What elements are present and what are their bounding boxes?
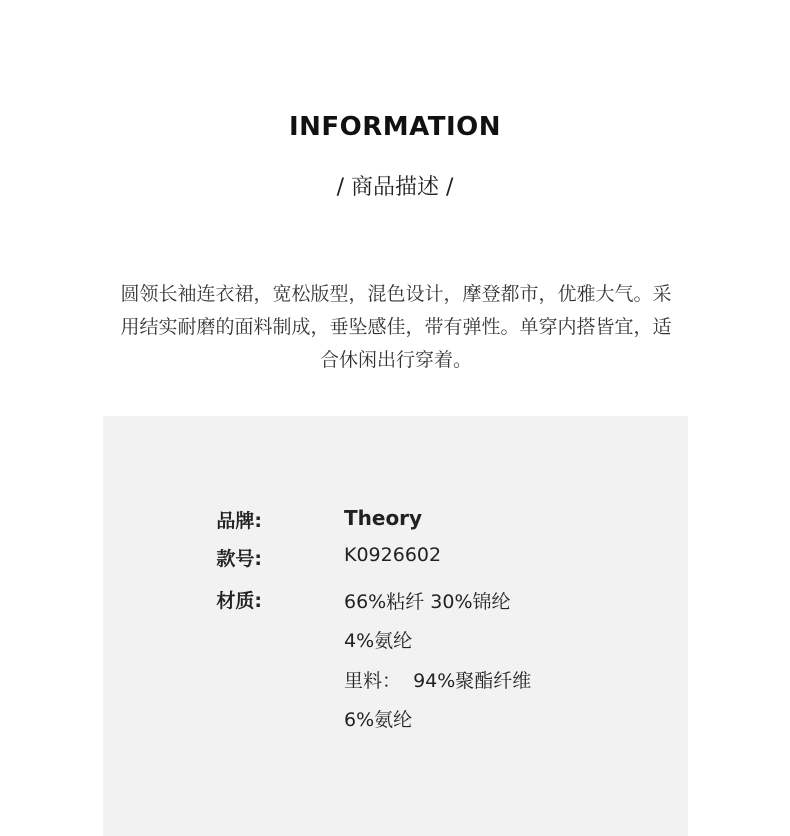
lining-line: 里料： 94%聚酯纤维 (344, 670, 532, 692)
sku-label: 款号: (216, 548, 262, 570)
section-subtitle: / 商品描述 / (336, 175, 454, 200)
product-description (103, 278, 689, 377)
material-line: 6%氨纶 (344, 709, 413, 731)
description-line: 用结实耐磨的面料制成，垂坠感佳，带有弹性。单穿内搭皆宜，适 (120, 316, 672, 338)
material-label: 材质: (216, 590, 262, 612)
description-line: 合休闲出行穿着。 (319, 349, 472, 371)
sku-value: K0926602 (344, 544, 442, 566)
material-line: 66%粘纤 30%锦纶 (344, 591, 511, 613)
brand-label: 品牌: (216, 510, 262, 532)
material-line: 4%氨纶 (344, 630, 413, 652)
brand-value: Theory (344, 506, 423, 530)
product-info-panel (103, 416, 688, 836)
section-title: INFORMATION (288, 112, 502, 142)
description-line: 圆领长袖连衣裙，宽松版型，混色设计，摩登都市，优雅大气。采 (120, 283, 672, 305)
